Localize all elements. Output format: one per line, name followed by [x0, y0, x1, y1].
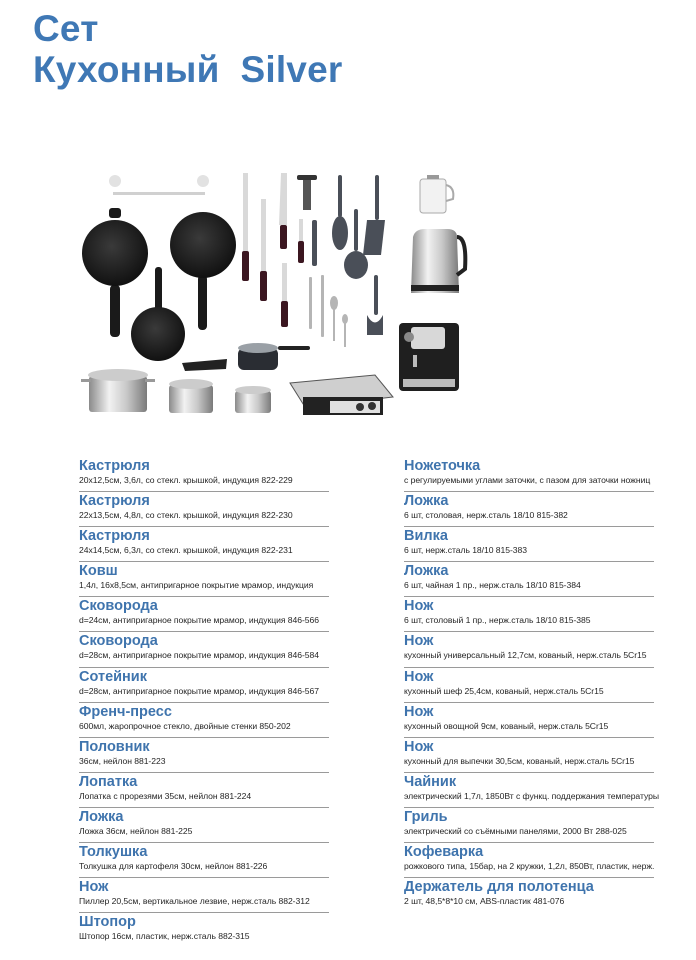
product-item	[79, 878, 329, 913]
product-description: d=28см, антипригарное покрытие мрамор, индукция 846-567	[79, 685, 319, 696]
french-press-image	[420, 175, 453, 213]
product-item	[79, 808, 329, 843]
product-description: 36см, нейлон 881-223	[79, 755, 166, 766]
product-name: Нож	[404, 703, 434, 720]
title-line-1: Сет	[33, 8, 99, 49]
stock-pot-image	[81, 369, 155, 412]
product-name: Ложка	[79, 808, 124, 825]
product-list-left	[79, 457, 329, 948]
towel-holder-image	[109, 175, 209, 195]
product-description: 6 шт, столовая, нерж.сталь 18/10 815-382	[404, 510, 568, 521]
product-item	[79, 457, 329, 492]
product-description: 24x14,5см, 6,3л, со стекл. крышкой, индукция 822-231	[79, 545, 293, 556]
product-name: Ковш	[79, 563, 118, 580]
product-item	[404, 703, 654, 738]
product-item	[79, 597, 329, 632]
product-name: Штопор	[79, 914, 136, 931]
product-item	[404, 738, 654, 773]
product-description: Ложка 36см, нейлон 881-225	[79, 825, 193, 836]
saucepan-ladle-image	[238, 343, 310, 370]
page-title	[33, 8, 342, 90]
product-item	[79, 738, 329, 773]
product-item	[79, 913, 329, 948]
knife-sharpener-image	[182, 359, 227, 371]
product-description: Штопор 16см, пластик, нерж.сталь 882-315	[79, 931, 250, 942]
product-item	[404, 668, 654, 703]
stock-pot-image	[235, 386, 271, 413]
product-name: Кастрюля	[79, 493, 150, 510]
product-description: 2 шт, 48,5*8*10 см, ABS-пластик 481-076	[404, 896, 565, 907]
stock-pot-image	[169, 379, 213, 413]
product-name: Нож	[404, 668, 434, 685]
product-name: Держатель для полотенца	[404, 879, 594, 896]
frying-pan-image	[170, 212, 236, 330]
product-description: 1,4л, 16x8,5см, антипригарное покрытие мрамор, индукция	[79, 580, 314, 591]
cutlery-image	[309, 275, 348, 347]
product-name: Кастрюля	[79, 458, 150, 474]
espresso-machine-image	[399, 323, 459, 391]
product-description: 6 шт, нерж.сталь 18/10 815-383	[404, 545, 527, 556]
product-item	[79, 492, 329, 527]
product-item	[404, 457, 654, 492]
product-name: Кофеварка	[404, 844, 484, 861]
product-name: Гриль	[404, 808, 448, 825]
product-item	[79, 632, 329, 667]
product-item	[79, 773, 329, 808]
product-description: d=24см, антипригарное покрытие мрамор, индукция 846-566	[79, 615, 319, 626]
product-item	[79, 527, 329, 562]
product-name: Нож	[404, 633, 434, 650]
product-name: Ножеточка	[404, 458, 481, 474]
knife-set-image	[242, 173, 304, 327]
product-item	[404, 597, 654, 632]
product-name: Сковорода	[79, 598, 158, 615]
product-description: 22x13,5см, 4,8л, со стекл. крышкой, индукция 822-230	[79, 510, 293, 521]
contact-grill-image	[290, 375, 393, 415]
product-item	[404, 492, 654, 527]
product-item	[79, 843, 329, 878]
product-item	[404, 808, 654, 843]
saute-pan-image	[131, 267, 185, 361]
product-name: Нож	[404, 598, 434, 615]
product-item	[404, 632, 654, 667]
product-description: электрический 1,7л, 1850Вт с функц. поддержания температуры	[404, 790, 659, 801]
product-description: кухонный шеф 25,4см, кованый, нерж.сталь 5Cr15	[404, 685, 604, 696]
product-item	[404, 562, 654, 597]
product-item	[404, 843, 654, 878]
product-item	[404, 878, 654, 913]
product-description: рожкового типа, 15бар, на 2 кружки, 1,2л, 850Вт, пластик, нерж.	[404, 861, 655, 872]
product-name: Нож	[79, 879, 109, 896]
product-description: 20x12,5см, 3,6л, со стекл. крышкой, индукция 822-229	[79, 475, 293, 485]
product-name: Сковорода	[79, 633, 158, 650]
product-item	[404, 773, 659, 808]
product-description: 6 шт, столовый 1 пр., нерж.сталь 18/10 815-385	[404, 615, 591, 626]
product-description: кухонный овощной 9см, кованый, нерж.сталь 5Cr15	[404, 720, 609, 731]
peeler-image	[312, 220, 317, 266]
product-description: 600мл, жаропрочное стекло, двойные стенки 850-202	[79, 720, 291, 731]
product-name: Толкушка	[79, 844, 148, 861]
utensils-image	[332, 175, 385, 335]
product-description: Лопатка с прорезями 35см, нейлон 881-224	[79, 790, 252, 801]
product-name: Сотейник	[79, 668, 147, 685]
product-description: d=28см, антипригарное покрытие мрамор, индукция 846-584	[79, 650, 319, 661]
product-name: Ложка	[404, 493, 449, 510]
product-name: Нож	[404, 738, 434, 755]
product-name: Лопатка	[79, 773, 138, 790]
product-item	[79, 562, 329, 597]
title-line-2: Кухонный Silver	[33, 49, 343, 90]
product-description: электрический со съёмными панелями, 2000 Вт 288-025	[404, 825, 627, 836]
product-name: Вилка	[404, 528, 448, 545]
product-description: с регулируемыми углами заточки, с пазом для заточки ножниц	[404, 475, 651, 485]
product-illustration	[75, 165, 475, 425]
product-item	[404, 527, 654, 562]
product-description: кухонный универсальный 12,7см, кованый, нерж.сталь 5Cr15	[404, 650, 647, 661]
product-description: Пиллер 20,5см, вертикальное лезвие, нерж.сталь 882-312	[79, 896, 310, 907]
corkscrew-image	[297, 175, 317, 210]
product-description: Толкушка для картофеля 30см, нейлон 881-226	[79, 861, 268, 872]
product-name: Ложка	[404, 563, 449, 580]
product-item	[79, 703, 329, 738]
product-name: Половник	[79, 738, 150, 755]
product-list-right	[404, 457, 659, 913]
product-description: 6 шт, чайная 1 пр., нерж.сталь 18/10 815-384	[404, 580, 581, 591]
product-name: Кастрюля	[79, 528, 150, 545]
product-name: Френч-пресс	[79, 703, 172, 720]
electric-kettle-image	[411, 229, 465, 293]
product-description: кухонный для выпечки 30,5см, кованый, нерж.сталь 5Cr15	[404, 755, 635, 766]
product-name: Чайник	[404, 773, 457, 790]
product-item	[79, 668, 329, 703]
